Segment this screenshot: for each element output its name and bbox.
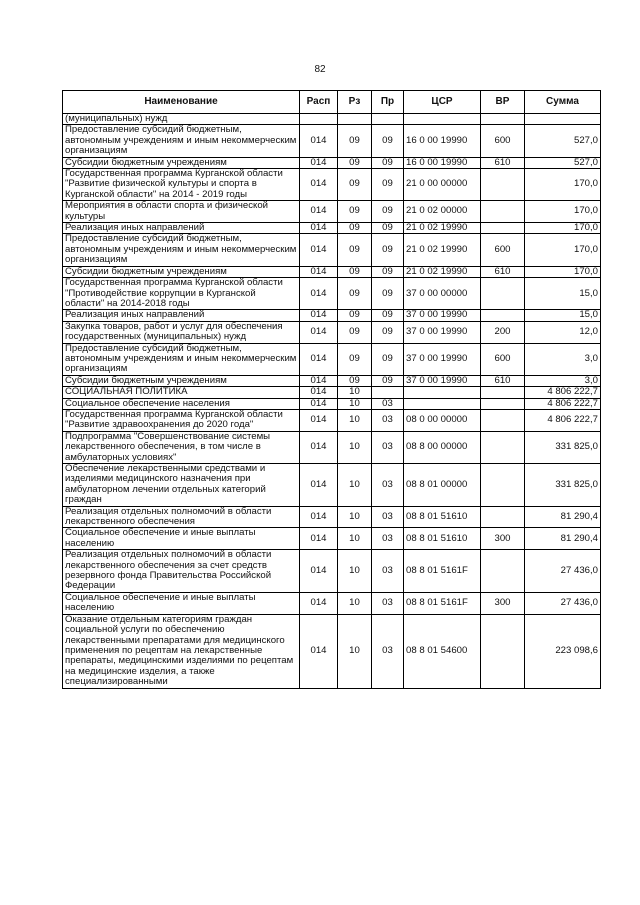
table-row	[63, 398, 601, 409]
cell-name: Субсидии бюджетным учреждениям	[63, 375, 300, 386]
cell-amount: 170,0	[525, 234, 601, 266]
cell-rasp: 014	[300, 310, 338, 321]
cell-amount: 527,0	[525, 157, 601, 168]
cell-vr	[481, 278, 525, 310]
cell-pr: 09	[372, 201, 404, 223]
cell-amount: 81 290,4	[525, 528, 601, 550]
cell-pr: 09	[372, 223, 404, 234]
cell-csr: 08 8 01 51610	[404, 506, 481, 528]
cell-rasp: 014	[300, 157, 338, 168]
cell-pr: 09	[372, 266, 404, 277]
cell-rz: 10	[338, 387, 372, 398]
cell-csr	[404, 114, 481, 125]
cell-vr	[481, 114, 525, 125]
table-row	[63, 592, 601, 614]
cell-pr: 09	[372, 157, 404, 168]
cell-name: Реализация отдельных полномочий в области лекарственного обеспечения	[63, 506, 300, 528]
cell-name: Предоставление субсидий бюджетным, автономным учреждениям и иным некоммерческим организациям	[63, 125, 300, 157]
table-row	[63, 431, 601, 463]
table-row	[63, 310, 601, 321]
cell-pr	[372, 114, 404, 125]
table-row	[63, 201, 601, 223]
cell-pr	[372, 387, 404, 398]
cell-rasp: 014	[300, 506, 338, 528]
cell-name: Социальное обеспечение и иные выплаты населению	[63, 528, 300, 550]
cell-amount: 15,0	[525, 310, 601, 321]
cell-rz: 09	[338, 169, 372, 201]
cell-pr: 03	[372, 464, 404, 507]
cell-csr: 37 0 00 19990	[404, 343, 481, 375]
cell-pr: 09	[372, 125, 404, 157]
cell-pr: 03	[372, 506, 404, 528]
cell-rasp: 014	[300, 201, 338, 223]
cell-amount: 331 825,0	[525, 464, 601, 507]
cell-rz: 10	[338, 431, 372, 463]
cell-name: Социальное обеспечение и иные выплаты населению	[63, 592, 300, 614]
cell-name: Социальное обеспечение населения	[63, 398, 300, 409]
cell-csr: 21 0 02 00000	[404, 201, 481, 223]
cell-rz: 10	[338, 614, 372, 688]
cell-rasp: 014	[300, 266, 338, 277]
cell-amount: 170,0	[525, 169, 601, 201]
table-row	[63, 409, 601, 431]
cell-vr	[481, 550, 525, 593]
cell-name: Государственная программа Курганской области "Противодействие коррупции в Курганской области" на 2014-2018 годы	[63, 278, 300, 310]
table-row	[63, 528, 601, 550]
cell-vr: 610	[481, 375, 525, 386]
table-row	[63, 506, 601, 528]
table-row	[63, 234, 601, 266]
header-amount: Сумма	[525, 91, 601, 114]
cell-name: Предоставление субсидий бюджетным, автономным учреждениям и иным некоммерческим организациям	[63, 343, 300, 375]
cell-rz	[338, 114, 372, 125]
cell-rz: 09	[338, 157, 372, 168]
page-number: 82	[314, 64, 326, 75]
cell-amount: 170,0	[525, 223, 601, 234]
cell-amount: 27 436,0	[525, 592, 601, 614]
cell-rasp: 014	[300, 550, 338, 593]
table-row	[63, 223, 601, 234]
cell-vr	[481, 614, 525, 688]
cell-rz: 09	[338, 310, 372, 321]
cell-rasp: 014	[300, 375, 338, 386]
cell-name: Предоставление субсидий бюджетным, автономным учреждениям и иным некоммерческим организациям	[63, 234, 300, 266]
cell-vr	[481, 431, 525, 463]
cell-csr: 08 8 01 54600	[404, 614, 481, 688]
cell-rasp: 014	[300, 464, 338, 507]
cell-rasp: 014	[300, 409, 338, 431]
table-row	[63, 266, 601, 277]
header-pr: Пр	[372, 91, 404, 114]
cell-rz: 10	[338, 550, 372, 593]
cell-vr: 600	[481, 234, 525, 266]
cell-rz: 10	[338, 464, 372, 507]
cell-vr	[481, 464, 525, 507]
cell-rasp: 014	[300, 614, 338, 688]
cell-name: Реализация отдельных полномочий в области лекарственного обеспечения за счет средств резервного фонда Правительства Российской Федерации	[63, 550, 300, 593]
cell-amount: 3,0	[525, 375, 601, 386]
cell-rz: 10	[338, 398, 372, 409]
cell-csr: 21 0 02 19990	[404, 266, 481, 277]
cell-pr: 09	[372, 321, 404, 343]
cell-name: Субсидии бюджетным учреждениям	[63, 157, 300, 168]
cell-pr: 03	[372, 528, 404, 550]
cell-name: Закупка товаров, работ и услуг для обеспечения государственных (муниципальных) нужд	[63, 321, 300, 343]
cell-rz: 10	[338, 592, 372, 614]
cell-amount: 223 098,6	[525, 614, 601, 688]
cell-rasp: 014	[300, 234, 338, 266]
cell-name: Оказание отдельным категориям граждан социальной услуги по обеспечению лекарственными препаратами для медицинского применения по рецептам на лекарственные препараты, медицинскими изделиями по рецептам на медицинские изделия, а также специализированными	[63, 614, 300, 688]
cell-csr: 08 8 01 51610	[404, 528, 481, 550]
table-row	[63, 169, 601, 201]
cell-rasp: 014	[300, 223, 338, 234]
cell-amount: 12,0	[525, 321, 601, 343]
cell-rasp: 014	[300, 278, 338, 310]
cell-rasp: 014	[300, 169, 338, 201]
cell-rz: 09	[338, 234, 372, 266]
cell-csr	[404, 398, 481, 409]
cell-csr: 16 0 00 19990	[404, 157, 481, 168]
cell-pr: 03	[372, 592, 404, 614]
cell-rz: 09	[338, 125, 372, 157]
cell-vr	[481, 310, 525, 321]
cell-name: Государственная программа Курганской области "Развитие физической культуры и спорта в Курганской области" на 2014 - 2019 годы	[63, 169, 300, 201]
cell-amount: 27 436,0	[525, 550, 601, 593]
cell-csr: 08 8 00 00000	[404, 431, 481, 463]
cell-rasp: 014	[300, 592, 338, 614]
header-rasp: Расп	[300, 91, 338, 114]
cell-vr: 300	[481, 528, 525, 550]
header-csr: ЦСР	[404, 91, 481, 114]
cell-amount: 170,0	[525, 266, 601, 277]
table-row	[63, 550, 601, 593]
cell-csr: 21 0 00 00000	[404, 169, 481, 201]
cell-amount: 4 806 222,7	[525, 387, 601, 398]
cell-csr: 08 8 01 00000	[404, 464, 481, 507]
cell-vr	[481, 398, 525, 409]
cell-vr	[481, 387, 525, 398]
table-row	[63, 375, 601, 386]
cell-name: Государственная программа Курганской области "Развитие здравоохранения до 2020 года"	[63, 409, 300, 431]
cell-rz: 09	[338, 266, 372, 277]
cell-amount: 4 806 222,7	[525, 398, 601, 409]
cell-rz: 09	[338, 375, 372, 386]
cell-pr: 03	[372, 409, 404, 431]
cell-rz: 10	[338, 506, 372, 528]
header-vr: ВР	[481, 91, 525, 114]
cell-rz: 09	[338, 278, 372, 310]
cell-vr	[481, 223, 525, 234]
cell-rasp: 014	[300, 398, 338, 409]
cell-name: Реализация иных направлений	[63, 223, 300, 234]
cell-amount: 81 290,4	[525, 506, 601, 528]
cell-name: Реализация иных направлений	[63, 310, 300, 321]
budget-table	[62, 90, 601, 689]
cell-vr	[481, 409, 525, 431]
header-name: Наименование	[63, 91, 300, 114]
cell-amount: 527,0	[525, 125, 601, 157]
cell-csr: 08 0 00 00000	[404, 409, 481, 431]
cell-vr: 610	[481, 157, 525, 168]
cell-csr: 08 8 01 5161F	[404, 592, 481, 614]
cell-rasp: 014	[300, 321, 338, 343]
cell-pr: 09	[372, 234, 404, 266]
cell-pr: 09	[372, 310, 404, 321]
cell-rasp: 014	[300, 125, 338, 157]
cell-rasp: 014	[300, 431, 338, 463]
table-row	[63, 387, 601, 398]
cell-name: Субсидии бюджетным учреждениям	[63, 266, 300, 277]
cell-csr: 37 0 00 19990	[404, 375, 481, 386]
cell-csr: 08 8 01 5161F	[404, 550, 481, 593]
table-row	[63, 114, 601, 125]
table-row	[63, 278, 601, 310]
cell-pr: 03	[372, 614, 404, 688]
cell-vr	[481, 506, 525, 528]
cell-name: Подпрограмма "Совершенствование системы лекарственного обеспечения, в том числе в амбулаторных условиях"	[63, 431, 300, 463]
cell-vr: 600	[481, 343, 525, 375]
cell-rasp: 014	[300, 387, 338, 398]
table-row	[63, 343, 601, 375]
table-row	[63, 614, 601, 688]
header-rz: Рз	[338, 91, 372, 114]
cell-csr: 37 0 00 00000	[404, 278, 481, 310]
cell-pr: 03	[372, 550, 404, 593]
header-row	[63, 91, 601, 114]
cell-amount: 3,0	[525, 343, 601, 375]
cell-csr: 21 0 02 19990	[404, 223, 481, 234]
cell-csr: 37 0 00 19990	[404, 310, 481, 321]
cell-amount: 4 806 222,7	[525, 409, 601, 431]
cell-amount	[525, 114, 601, 125]
cell-vr	[481, 169, 525, 201]
cell-csr: 21 0 02 19990	[404, 234, 481, 266]
cell-rasp: 014	[300, 343, 338, 375]
cell-vr: 200	[481, 321, 525, 343]
cell-vr	[481, 201, 525, 223]
cell-pr: 09	[372, 343, 404, 375]
cell-name: (муниципальных) нужд	[63, 114, 300, 125]
cell-name: СОЦИАЛЬНАЯ ПОЛИТИКА	[63, 387, 300, 398]
cell-pr: 03	[372, 398, 404, 409]
cell-amount: 170,0	[525, 201, 601, 223]
cell-rz: 09	[338, 201, 372, 223]
cell-pr: 09	[372, 169, 404, 201]
cell-rz: 09	[338, 223, 372, 234]
cell-rz: 09	[338, 321, 372, 343]
cell-rasp	[300, 114, 338, 125]
cell-rasp: 014	[300, 528, 338, 550]
cell-amount: 15,0	[525, 278, 601, 310]
cell-vr: 600	[481, 125, 525, 157]
cell-rz: 10	[338, 528, 372, 550]
cell-pr: 09	[372, 375, 404, 386]
table-row	[63, 157, 601, 168]
cell-vr: 610	[481, 266, 525, 277]
cell-vr: 300	[481, 592, 525, 614]
cell-pr: 03	[372, 431, 404, 463]
cell-name: Мероприятия в области спорта и физической культуры	[63, 201, 300, 223]
cell-pr: 09	[372, 278, 404, 310]
cell-rz: 09	[338, 343, 372, 375]
table-row	[63, 125, 601, 157]
table-row	[63, 321, 601, 343]
cell-rz: 10	[338, 409, 372, 431]
cell-amount: 331 825,0	[525, 431, 601, 463]
table-row	[63, 464, 601, 507]
cell-csr: 37 0 00 19990	[404, 321, 481, 343]
cell-csr: 16 0 00 19990	[404, 125, 481, 157]
cell-name: Обеспечение лекарственными средствами и изделиями медицинского назначения при амбулаторном лечении отдельных категорий граждан	[63, 464, 300, 507]
cell-csr	[404, 387, 481, 398]
